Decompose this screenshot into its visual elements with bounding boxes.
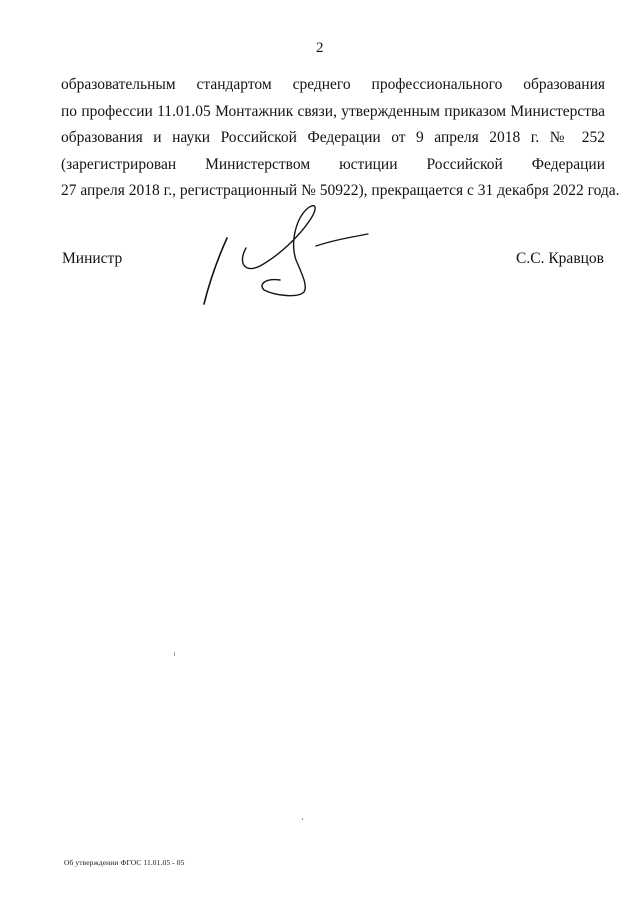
body-line: 27 апреля 2018 г., регистрационный № 50922), прекращается с 31 декабря 2022 года. xyxy=(61,182,620,200)
document-footer: Об утверждении ФГОС 11.01.05 - 05 xyxy=(64,858,185,867)
signatory-name: С.С. Кравцов xyxy=(516,250,604,267)
body-line: образования и науки Российской Федерации от 9 апреля 2018 г. № 252 xyxy=(61,129,605,147)
body-line: (зарегистрирован Министерством юстиции Российской Федерации xyxy=(61,155,605,173)
scan-speck xyxy=(174,652,175,656)
scan-speck xyxy=(302,818,303,820)
signatory-role: Министр xyxy=(62,250,123,267)
page-number: 2 xyxy=(316,40,324,56)
body-line: образовательным стандартом среднего профессионального образования xyxy=(61,76,605,93)
handwritten-signature xyxy=(196,200,376,312)
body-paragraph xyxy=(61,72,620,205)
body-line: по профессии 11.01.05 Монтажник связи, утвержденным приказом Министерства xyxy=(61,102,605,120)
